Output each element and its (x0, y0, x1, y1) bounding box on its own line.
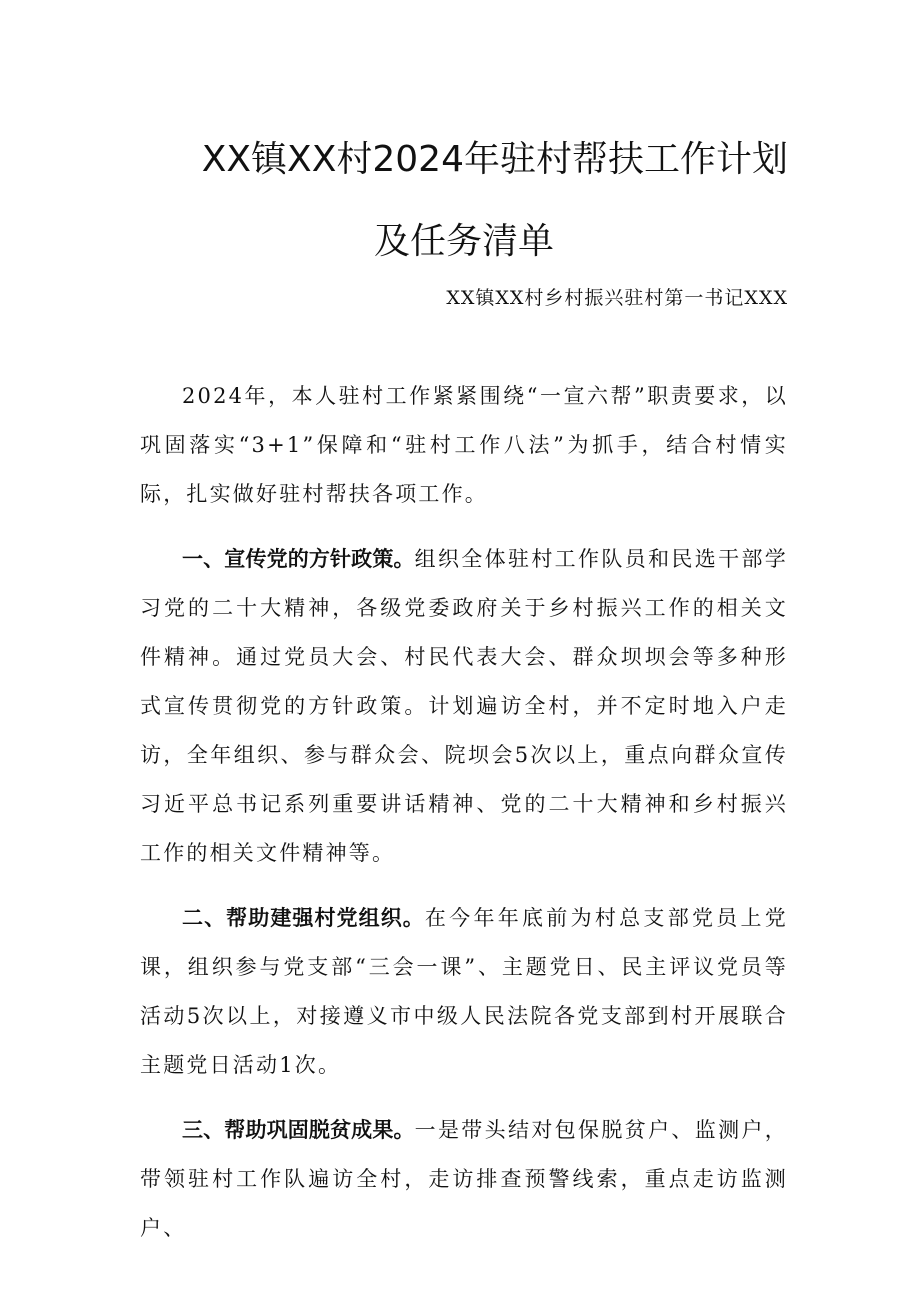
intro-paragraph (140, 372, 788, 519)
section-heading-2: 二、帮助建强村党组织。 (182, 906, 425, 930)
section-paragraph-2 (140, 894, 788, 1090)
document-title-line-1: XX镇XX村2024年驻村帮扶工作计划 (201, 139, 788, 180)
author-byline: XX镇XX村乡村振兴驻村第一书记XXX (446, 287, 788, 309)
section-heading-1: 一、宣传党的方针政策。 (182, 547, 415, 571)
section-heading-3: 三、帮助巩固脱贫成果。 (182, 1118, 415, 1142)
document-title-line-2: 及任务清单 (373, 221, 554, 262)
document-body (140, 372, 788, 1269)
intro-paragraph-text: 2024年，本人驻村工作紧紧围绕“一宣六帮”职责要求，以巩固落实“3+1”保障和“驻村工作八法”为抓手，结合村情实际，扎实做好驻村帮扶各项工作。 (140, 384, 788, 506)
section-text-1: 组织全体驻村工作队员和民选干部学习党的二十大精神，各级党委政府关于乡村振兴工作的相关文件精神。通过党员大会、村民代表大会、群众坝坝会等多种形式宣传贯彻党的方针政策。计划遍访全村，并不定时地入户走访，全年组织、参与群众会、院坝会5次以上，重点向群众宣传习近平总书记系列重要讲话精神、党的二十大精神和乡村振兴工作的相关文件精神等。 (140, 547, 788, 865)
section-text-2: 在今年年底前为村总支部党员上党课，组织参与党支部“三会一课”、主题党日、民主评议党员等活动5次以上，对接遵义市中级人民法院各党支部到村开展联合主题党日活动1次。 (140, 906, 789, 1077)
section-paragraph-1 (140, 535, 788, 878)
section-text-3: 一是带头结对包保脱贫户、监测户，带领驻村工作队遍访全村，走访排查预警线索，重点走访监测户、 (140, 1118, 788, 1240)
section-paragraph-3 (140, 1106, 788, 1253)
